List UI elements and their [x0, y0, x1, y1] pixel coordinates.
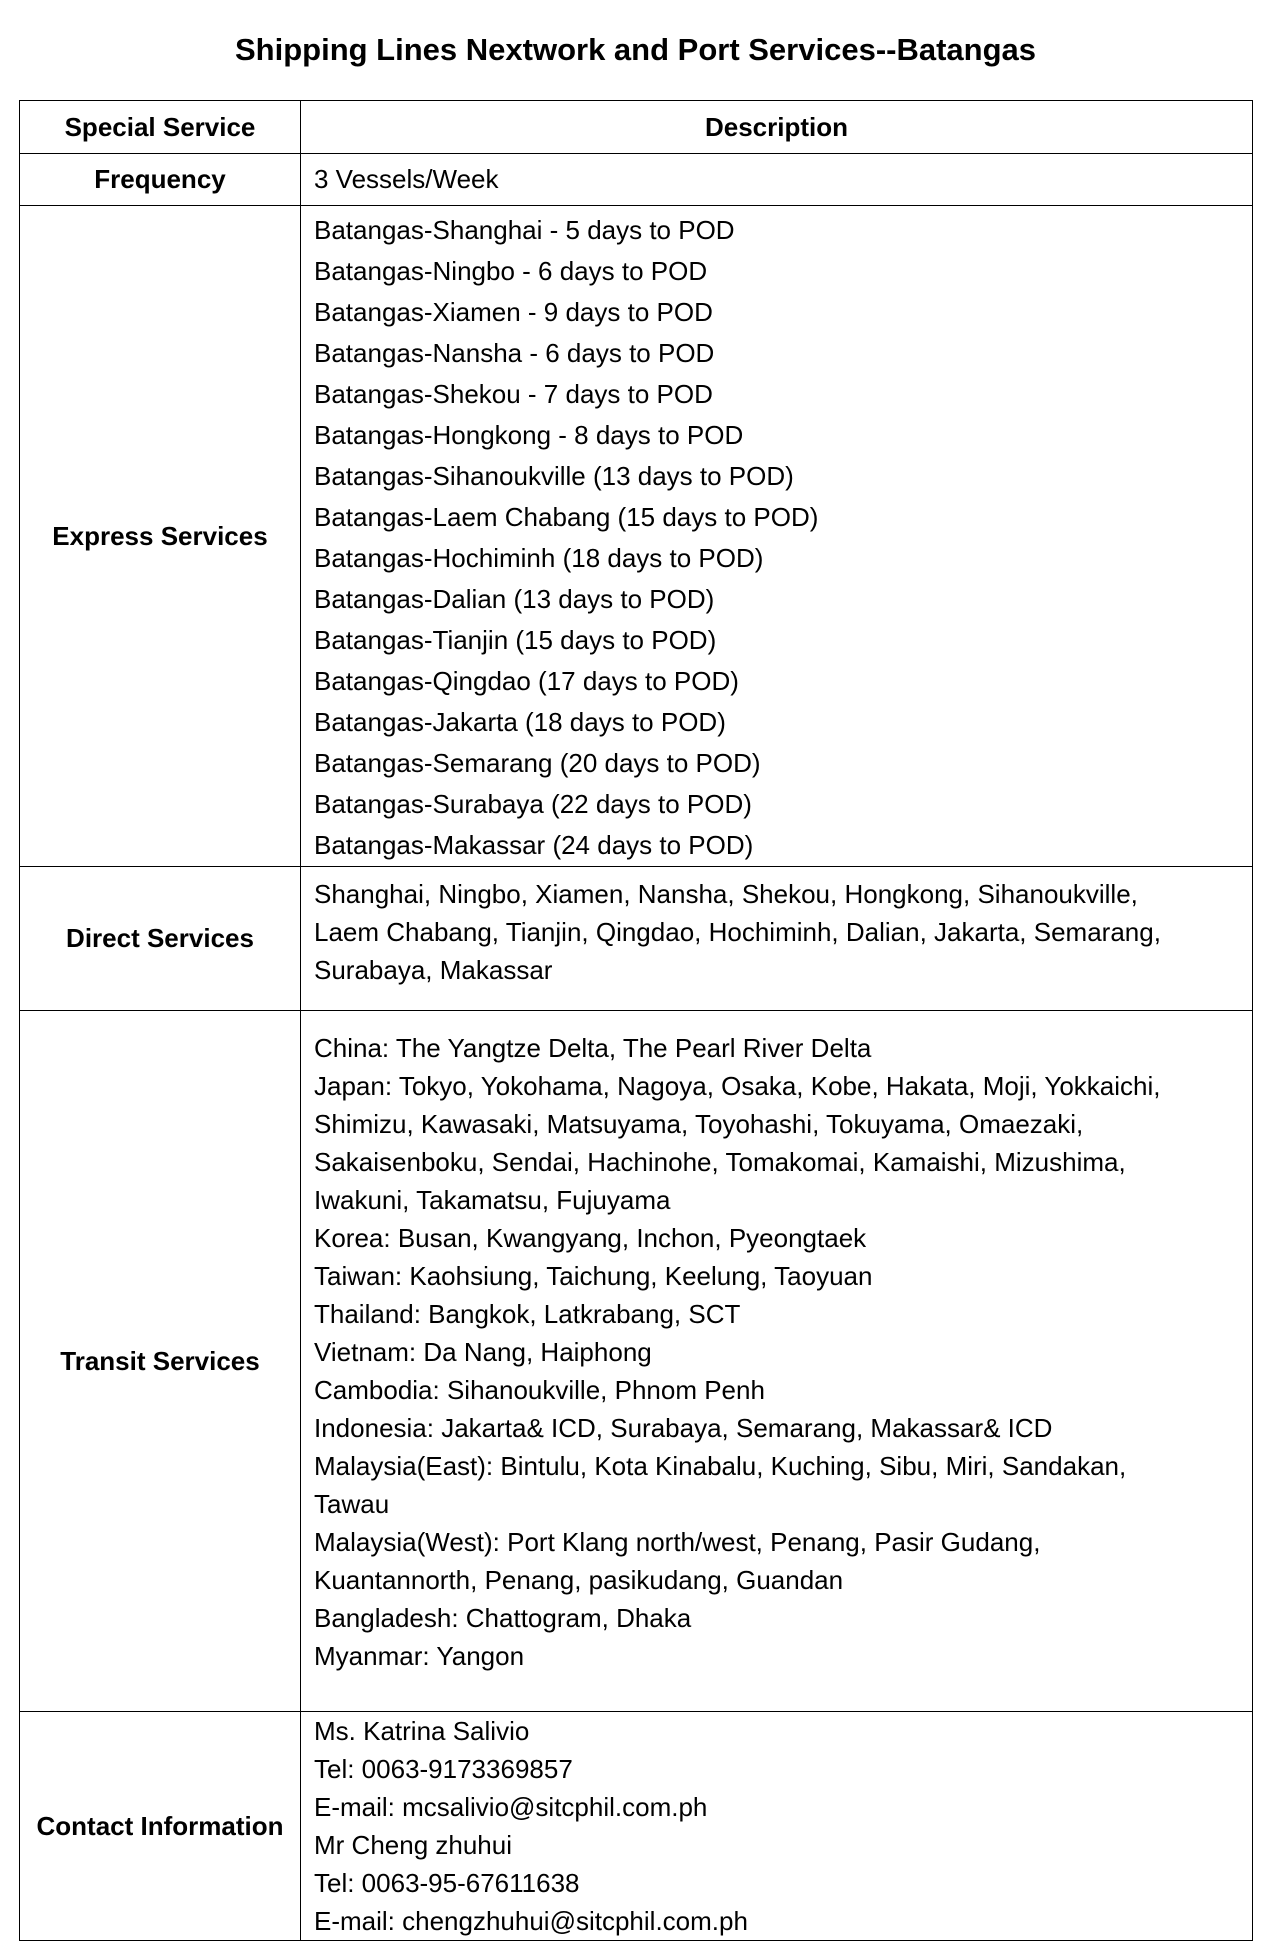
header-description: Description	[301, 101, 1253, 154]
express-service-line: Batangas-Surabaya (22 days to POD)	[314, 789, 752, 819]
direct-service-line: Laem Chabang, Tianjin, Qingdao, Hochiminh, Dalian, Jakarta, Semarang,	[314, 917, 1161, 947]
transit-service-line: Bangladesh: Chattogram, Dhaka	[314, 1603, 692, 1633]
express-service-line: Batangas-Semarang (20 days to POD)	[314, 748, 761, 778]
transit-service-line: Thailand: Bangkok, Latkrabang, SCT	[314, 1299, 741, 1329]
transit-service-line: Indonesia: Jakarta& ICD, Surabaya, Semarang, Makassar& ICD	[314, 1413, 1053, 1443]
express-service-line: Batangas-Jakarta (18 days to POD)	[314, 707, 726, 737]
express-service-line: Batangas-Tianjin (15 days to POD)	[314, 625, 717, 655]
contact-information-list	[301, 1712, 1253, 1941]
express-services-label: Express Services	[20, 206, 301, 867]
transit-service-line: Tawau	[314, 1489, 390, 1519]
transit-services-list	[301, 1011, 1253, 1712]
transit-services-label: Transit Services	[20, 1011, 301, 1712]
contact-email: E-mail: mcsalivio@sitcphil.com.ph	[314, 1792, 708, 1822]
transit-service-line: China: The Yangtze Delta, The Pearl River Delta	[314, 1033, 872, 1063]
express-service-line: Batangas-Ningbo - 6 days to POD	[314, 256, 708, 286]
express-service-line: Batangas-Xiamen - 9 days to POD	[314, 297, 713, 327]
frequency-row	[20, 154, 1253, 206]
direct-service-line: Surabaya, Makassar	[314, 955, 553, 985]
contact-name: Mr Cheng zhuhui	[314, 1830, 512, 1860]
transit-service-line: Japan: Tokyo, Yokohama, Nagoya, Osaka, Kobe, Hakata, Moji, Yokkaichi,	[314, 1071, 1161, 1101]
express-service-line: Batangas-Makassar (24 days to POD)	[314, 830, 754, 860]
transit-services-row	[20, 1011, 1253, 1712]
contact-information-row	[20, 1712, 1253, 1941]
express-service-line: Batangas-Shekou - 7 days to POD	[314, 379, 713, 409]
transit-service-line: Shimizu, Kawasaki, Matsuyama, Toyohashi, Tokuyama, Omaezaki,	[314, 1109, 1084, 1139]
header-row	[20, 101, 1253, 154]
express-service-line: Batangas-Shanghai - 5 days to POD	[314, 215, 735, 245]
contact-phone: Tel: 0063-9173369857	[314, 1754, 573, 1784]
express-services-row	[20, 206, 1253, 867]
express-service-line: Batangas-Dalian (13 days to POD)	[314, 584, 715, 614]
direct-service-line: Shanghai, Ningbo, Xiamen, Nansha, Shekou, Hongkong, Sihanoukville,	[314, 879, 1138, 909]
transit-service-line: Kuantannorth, Penang, pasikudang, Guandan	[314, 1565, 844, 1595]
frequency-label: Frequency	[20, 154, 301, 206]
direct-services-row	[20, 867, 1253, 1011]
transit-service-line: Vietnam: Da Nang, Haiphong	[314, 1337, 652, 1367]
services-table	[19, 100, 1253, 1941]
express-service-line: Batangas-Qingdao (17 days to POD)	[314, 666, 739, 696]
contact-information-label: Contact Information	[20, 1712, 301, 1941]
frequency-value: 3 Vessels/Week	[301, 154, 1253, 206]
transit-service-line: Korea: Busan, Kwangyang, Inchon, Pyeongtaek	[314, 1223, 867, 1253]
contact-name: Ms. Katrina Salivio	[314, 1716, 530, 1746]
express-service-line: Batangas-Nansha - 6 days to POD	[314, 338, 715, 368]
transit-service-line: Cambodia: Sihanoukville, Phnom Penh	[314, 1375, 765, 1405]
transit-service-line: Iwakuni, Takamatsu, Fujuyama	[314, 1185, 671, 1215]
express-service-line: Batangas-Laem Chabang (15 days to POD)	[314, 502, 819, 532]
express-service-line: Batangas-Sihanoukville (13 days to POD)	[314, 461, 794, 491]
contact-phone: Tel: 0063-95-67611638	[314, 1868, 580, 1898]
transit-service-line: Myanmar: Yangon	[314, 1641, 525, 1671]
header-special-service: Special Service	[20, 101, 301, 154]
direct-services-label: Direct Services	[20, 867, 301, 1011]
transit-service-line: Malaysia(West): Port Klang north/west, Penang, Pasir Gudang,	[314, 1527, 1041, 1557]
transit-service-line: Taiwan: Kaohsiung, Taichung, Keelung, Taoyuan	[314, 1261, 873, 1291]
express-services-list	[301, 206, 1253, 867]
transit-service-line: Sakaisenboku, Sendai, Hachinohe, Tomakomai, Kamaishi, Mizushima,	[314, 1147, 1126, 1177]
contact-email: E-mail: chengzhuhui@sitcphil.com.ph	[314, 1906, 748, 1936]
transit-service-line: Malaysia(East): Bintulu, Kota Kinabalu, Kuching, Sibu, Miri, Sandakan,	[314, 1451, 1127, 1481]
express-service-line: Batangas-Hongkong - 8 days to POD	[314, 420, 744, 450]
page-title: Shipping Lines Nextwork and Port Services--Batangas	[234, 32, 1037, 67]
direct-services-list	[301, 867, 1253, 1011]
express-service-line: Batangas-Hochiminh (18 days to POD)	[314, 543, 764, 573]
